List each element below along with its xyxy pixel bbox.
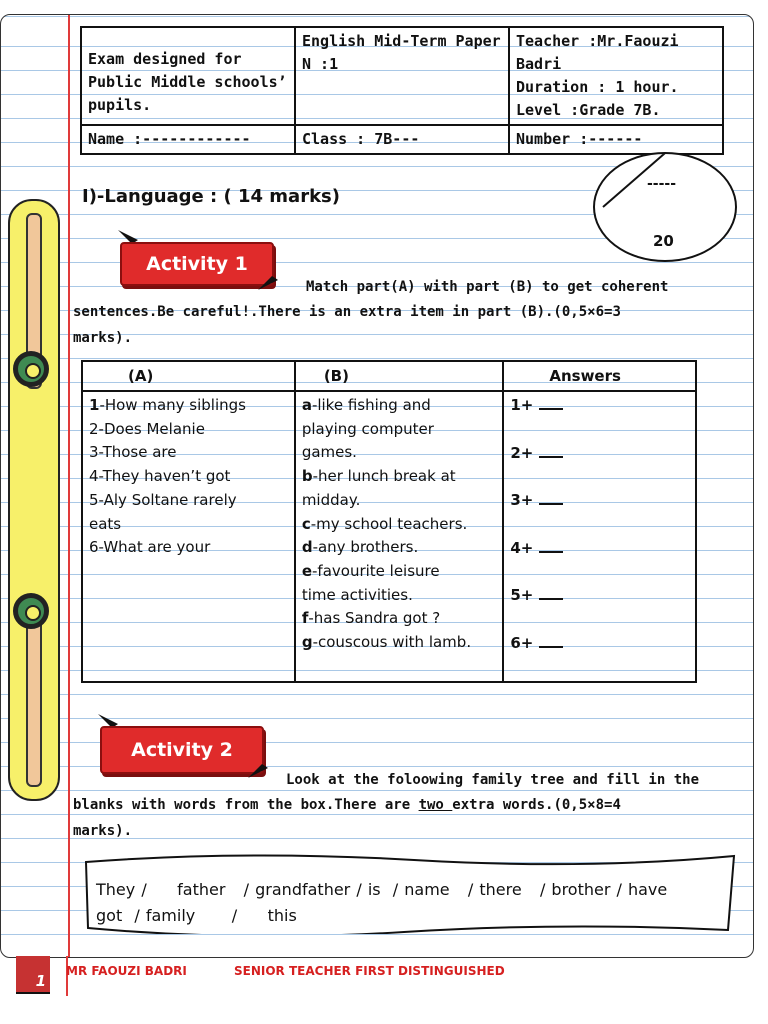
footer-author: MR FAOUZI BADRI	[66, 964, 187, 978]
exam-header-table	[80, 26, 724, 155]
part-a-item: 4-They haven’t got	[89, 467, 231, 486]
binder-strip	[8, 199, 60, 801]
activity2-instruction-line3: marks).	[73, 823, 133, 839]
exam-designed-for: Exam designed for Public Middle schools’ pupils.	[88, 50, 287, 114]
part-a-item: 2-Does Melanie	[89, 419, 205, 438]
part-a-item: eats	[89, 514, 122, 533]
part-b-item: b-her lunch break at	[301, 467, 456, 486]
paper-title: English Mid-Term Paper N :1	[302, 32, 501, 73]
part-b-item: playing computer	[301, 419, 434, 438]
teacher-name: Teacher :Mr.Faouzi Badri	[516, 32, 679, 73]
part-a-item: 1-How many siblings	[89, 396, 246, 414]
part-a-item: 3-Those are	[89, 443, 177, 462]
score-blank: -----	[647, 176, 677, 192]
word-box-text	[96, 877, 728, 929]
part-b-item: f-has Sandra got ?	[301, 609, 441, 628]
answer-blank[interactable]	[539, 396, 563, 410]
section-title: I)-Language : ( 14 marks)	[82, 186, 340, 207]
footer-title: SENIOR TEACHER FIRST DISTINGUISHED	[234, 964, 505, 978]
part-b-item: a-like fishing and	[301, 396, 431, 414]
answer-slot-5[interactable]: 5+	[510, 584, 689, 632]
part-a-item: 6-What are your	[89, 538, 211, 557]
page-number-underline	[16, 992, 50, 994]
activity1-badge: Activity 1	[120, 242, 274, 286]
name-field[interactable]: Name :------------	[81, 125, 295, 154]
answers-cell	[503, 391, 696, 682]
part-b-item: c-my school teachers.	[301, 514, 468, 533]
part-b-item: time activities.	[301, 585, 413, 604]
answer-slot-6[interactable]: 6+	[510, 632, 689, 680]
answer-slot-1[interactable]: 1+	[510, 394, 689, 442]
number-field[interactable]: Number :------	[509, 125, 723, 154]
activity2-instruction-line1: Look at the foloowing family tree and fill in the	[286, 772, 700, 788]
activity1-instruction-line1: Match part(A) with part (B) to get coherent	[306, 279, 669, 295]
header-right-cell	[509, 27, 723, 125]
margin-line	[68, 15, 70, 957]
underlined-two: two	[418, 797, 453, 813]
page-number: 1	[16, 956, 50, 992]
answer-blank[interactable]	[539, 634, 563, 648]
part-a-cell	[82, 391, 295, 682]
answer-blank[interactable]	[539, 586, 563, 600]
part-b-item: games.	[301, 443, 357, 462]
word-line-1: They / father / grandfather / is / name / there / brother / have	[96, 880, 668, 899]
header-middle-cell	[295, 27, 509, 125]
part-b-item: d-any brothers.	[301, 538, 419, 557]
answer-slot-3[interactable]: 3+	[510, 489, 689, 537]
pin-icon	[248, 764, 268, 778]
score-circle	[593, 152, 737, 262]
class-field[interactable]: Class : 7B---	[295, 125, 509, 154]
answer-slot-2[interactable]: 2+	[510, 442, 689, 490]
activity1-instruction-line2: sentences.Be careful!.There is an extra item in part (B).(0,5×6=3	[73, 304, 621, 320]
pin-icon	[258, 276, 278, 290]
activity2-badge: Activity 2	[100, 726, 264, 774]
answer-slot-4[interactable]: 4+	[510, 537, 689, 585]
part-a-item: 5-Aly Soltane rarely	[89, 490, 237, 509]
matching-table	[81, 360, 697, 683]
binder-ring-bottom	[13, 593, 49, 629]
activity1-instruction-line3: marks).	[73, 330, 133, 346]
part-b-cell	[295, 391, 504, 682]
col-header-answers: Answers	[503, 361, 696, 391]
answer-blank[interactable]	[539, 491, 563, 505]
duration: Duration : 1 hour.	[516, 78, 679, 96]
col-header-b: (B)	[295, 361, 504, 391]
part-b-item: midday.	[301, 490, 361, 509]
binder-ring-top	[13, 351, 49, 387]
binder-slot-bottom	[26, 609, 42, 787]
answer-blank[interactable]	[539, 539, 563, 553]
col-header-a: (A)	[82, 361, 295, 391]
answer-blank[interactable]	[539, 444, 563, 458]
part-b-item: e-favourite leisure	[301, 561, 440, 580]
activity2-instruction-line2: blanks with words from the box.There are two extra words.(0,5×8=4	[73, 797, 621, 813]
level: Level :Grade 7B.	[516, 101, 661, 119]
part-b-item: g-couscous with lamb.	[301, 633, 472, 652]
word-line-2: got / family / this	[96, 906, 297, 925]
score-total: 20	[653, 232, 674, 250]
header-left-cell	[81, 27, 295, 125]
